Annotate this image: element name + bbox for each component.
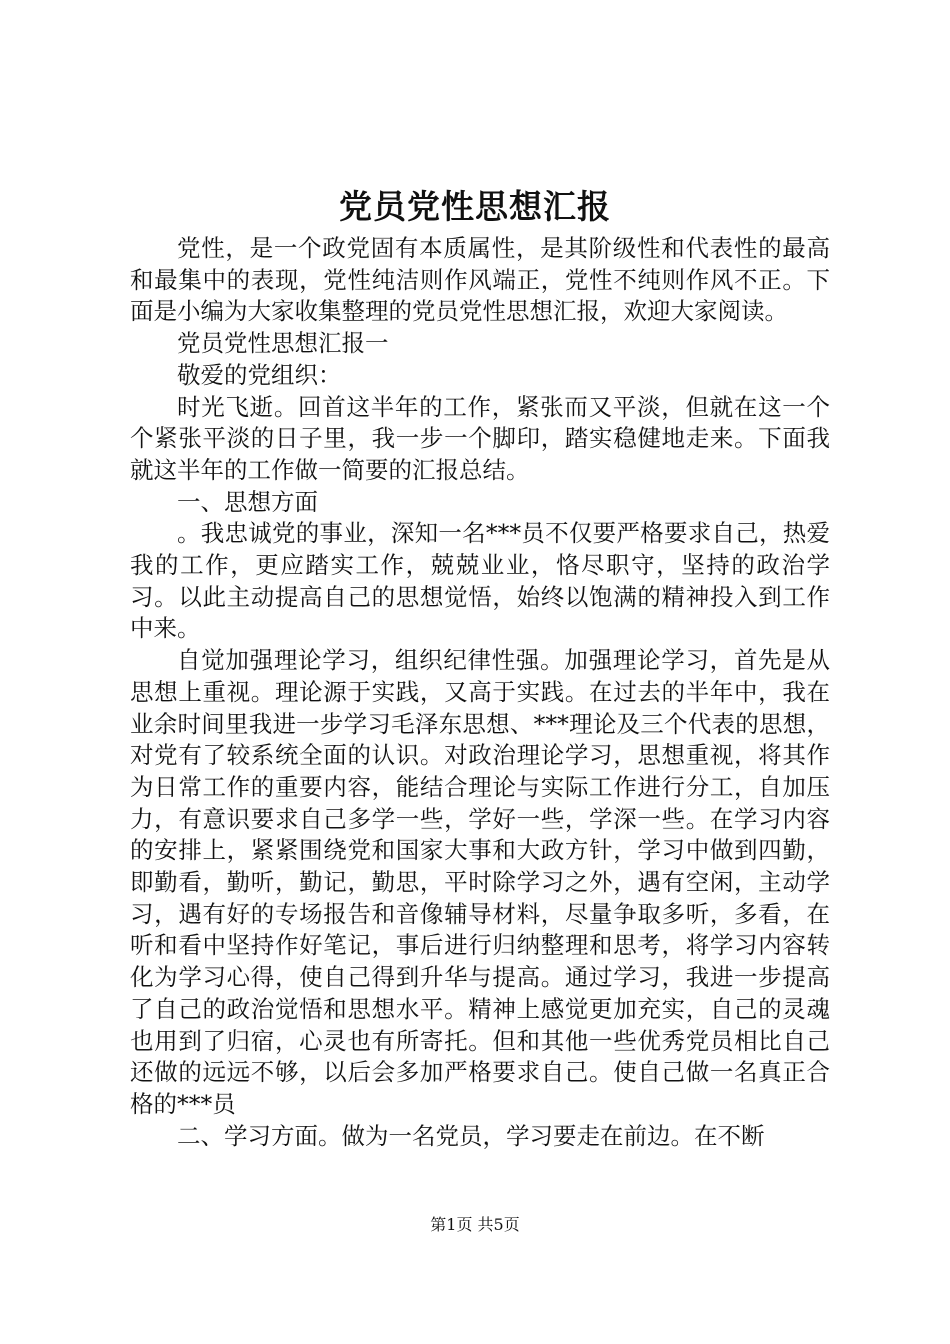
page-footer: 第1页 共5页 xyxy=(430,1215,520,1234)
paragraph-section-study: 二、学习方面。做为一名党员，学习要走在前边。在不断 xyxy=(177,1121,765,1150)
document-body xyxy=(130,233,830,1152)
paragraph-salutation: 敬爱的党组织： xyxy=(177,360,342,389)
document-title: 党员党性思想汇报 xyxy=(339,187,611,226)
paragraph-intro: 党性，是一个政党固有本质属性，是其阶级性和代表性的最高和最集中的表现，党性纯洁则作风端正，党性不纯则作风不正。下面是小编为大家收集整理的党员党性思想汇报，欢迎大家阅读。 xyxy=(130,234,830,326)
paragraph-opening: 时光飞逝。回首这半年的工作，紧张而又平淡，但就在这一个个紧张平淡的日子里，我一步一个脚印，踏实稳健地走来。下面我就这半年的工作做一简要的汇报总结。 xyxy=(130,392,830,484)
paragraph-theory-study: 自觉加强理论学习，组织纪律性强。加强理论学习，首先是从思想上重视。理论源于实践，又高于实践。在过去的半年中，我在业余时间里我进一步学习毛泽东思想、***理论及三个代表的思想，对党有了较系统全面的认识。对政治理论学习，思想重视，将其作为日常工作的重要内容，能结合理论与实际工作进行分工，自加压力，有意识要求自己多学一些，学好一些，学深一些。在学习内容的安排上，紧紧围绕党和国家大事和大政方针，学习中做到四勤，即勤看，勤听，勤记，勤思，平时除学习之外，遇有空闲，主动学习，遇有好的专场报告和音像辅导材料，尽量争取多听，多看，在听和看中坚持作好笔记，事后进行归纳整理和思考，将学习内容转化为学习心得，使自己得到升华与提高。通过学习，我进一步提高了自己的政治觉悟和思想水平。精神上感觉更加充实，自己的灵魂也用到了归宿，心灵也有所寄托。但和其他一些优秀党员相比自己还做的远远不够，以后会多加严格要求自己。使自己做一名真正合格的***员 xyxy=(130,646,830,1118)
paragraph-heading-report-one: 党员党性思想汇报一 xyxy=(177,329,389,358)
paragraph-loyalty: 。我忠诚党的事业，深知一名***员不仅要严格要求自己，热爱我的工作，更应踏实工作，兢兢业业，恪尽职守，坚持的政治学习。以此主动提高自己的思想觉悟，始终以饱满的精神投入到工作中来。 xyxy=(130,519,830,643)
paragraph-section-thought: 一、思想方面 xyxy=(177,487,318,516)
